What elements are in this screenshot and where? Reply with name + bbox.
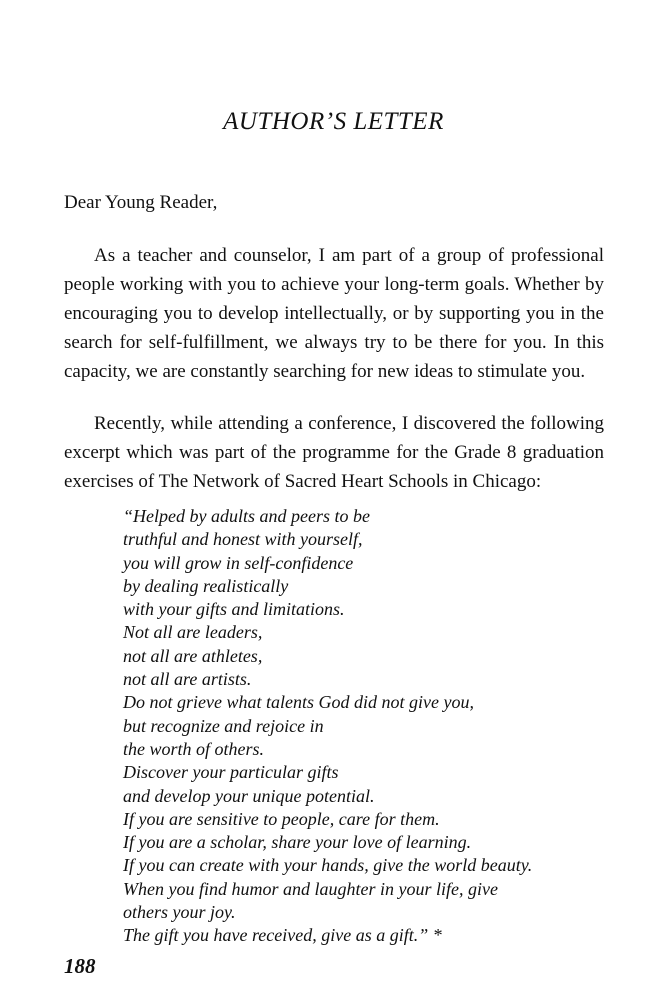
poem-line: but recognize and rejoice in: [123, 715, 324, 736]
poem-line: When you find humor and laughter in your life, give: [123, 878, 498, 899]
poem-line: If you are a scholar, share your love of learning.: [123, 832, 472, 853]
poem-line: not all are athletes,: [123, 645, 263, 666]
poem-line: not all are artists.: [123, 669, 252, 690]
page-title: AUTHOR’S LETTER: [223, 108, 444, 135]
poem-line: you will grow in self-confidence: [123, 552, 354, 573]
poem-line: Not all are leaders,: [123, 622, 263, 643]
poem-quote: [123, 505, 532, 948]
poem-line: The gift you have received, give as a gift.” *: [123, 925, 442, 946]
poem-line: by dealing realistically: [123, 575, 289, 596]
poem-line: If you can create with your hands, give the world beauty.: [123, 855, 533, 876]
poem-line: If you are sensitive to people, care for them.: [123, 808, 440, 829]
body-paragraph-1: As a teacher and counselor, I am part of a group of professional people working with you to achieve your long-term goals. Whether by encouraging you to develop intellectually, or by supporting you in the search for self-fulfillment, we always try to be there for you. In this capacity, we are constantly searching for new ideas to stimulate you.: [64, 245, 604, 382]
salutation: Dear Young Reader,: [64, 192, 218, 213]
poem-line: the worth of others.: [123, 738, 265, 759]
poem-line: Discover your particular gifts: [123, 762, 339, 783]
poem-line: and develop your unique potential.: [123, 785, 375, 806]
poem-line: others your joy.: [123, 902, 236, 923]
page-number: 188: [64, 954, 96, 978]
poem-line: “Helped by adults and peers to be: [123, 506, 370, 526]
poem-line: truthful and honest with yourself,: [123, 529, 363, 550]
poem-line: Do not grieve what talents God did not give you,: [123, 692, 474, 713]
poem-line: with your gifts and limitations.: [123, 599, 345, 620]
body-paragraph-2: Recently, while attending a conference, I discovered the following excerpt which was part of the programme for the Grade 8 graduation exercises of The Network of Sacred Heart Schools in Chicago:: [64, 413, 604, 492]
